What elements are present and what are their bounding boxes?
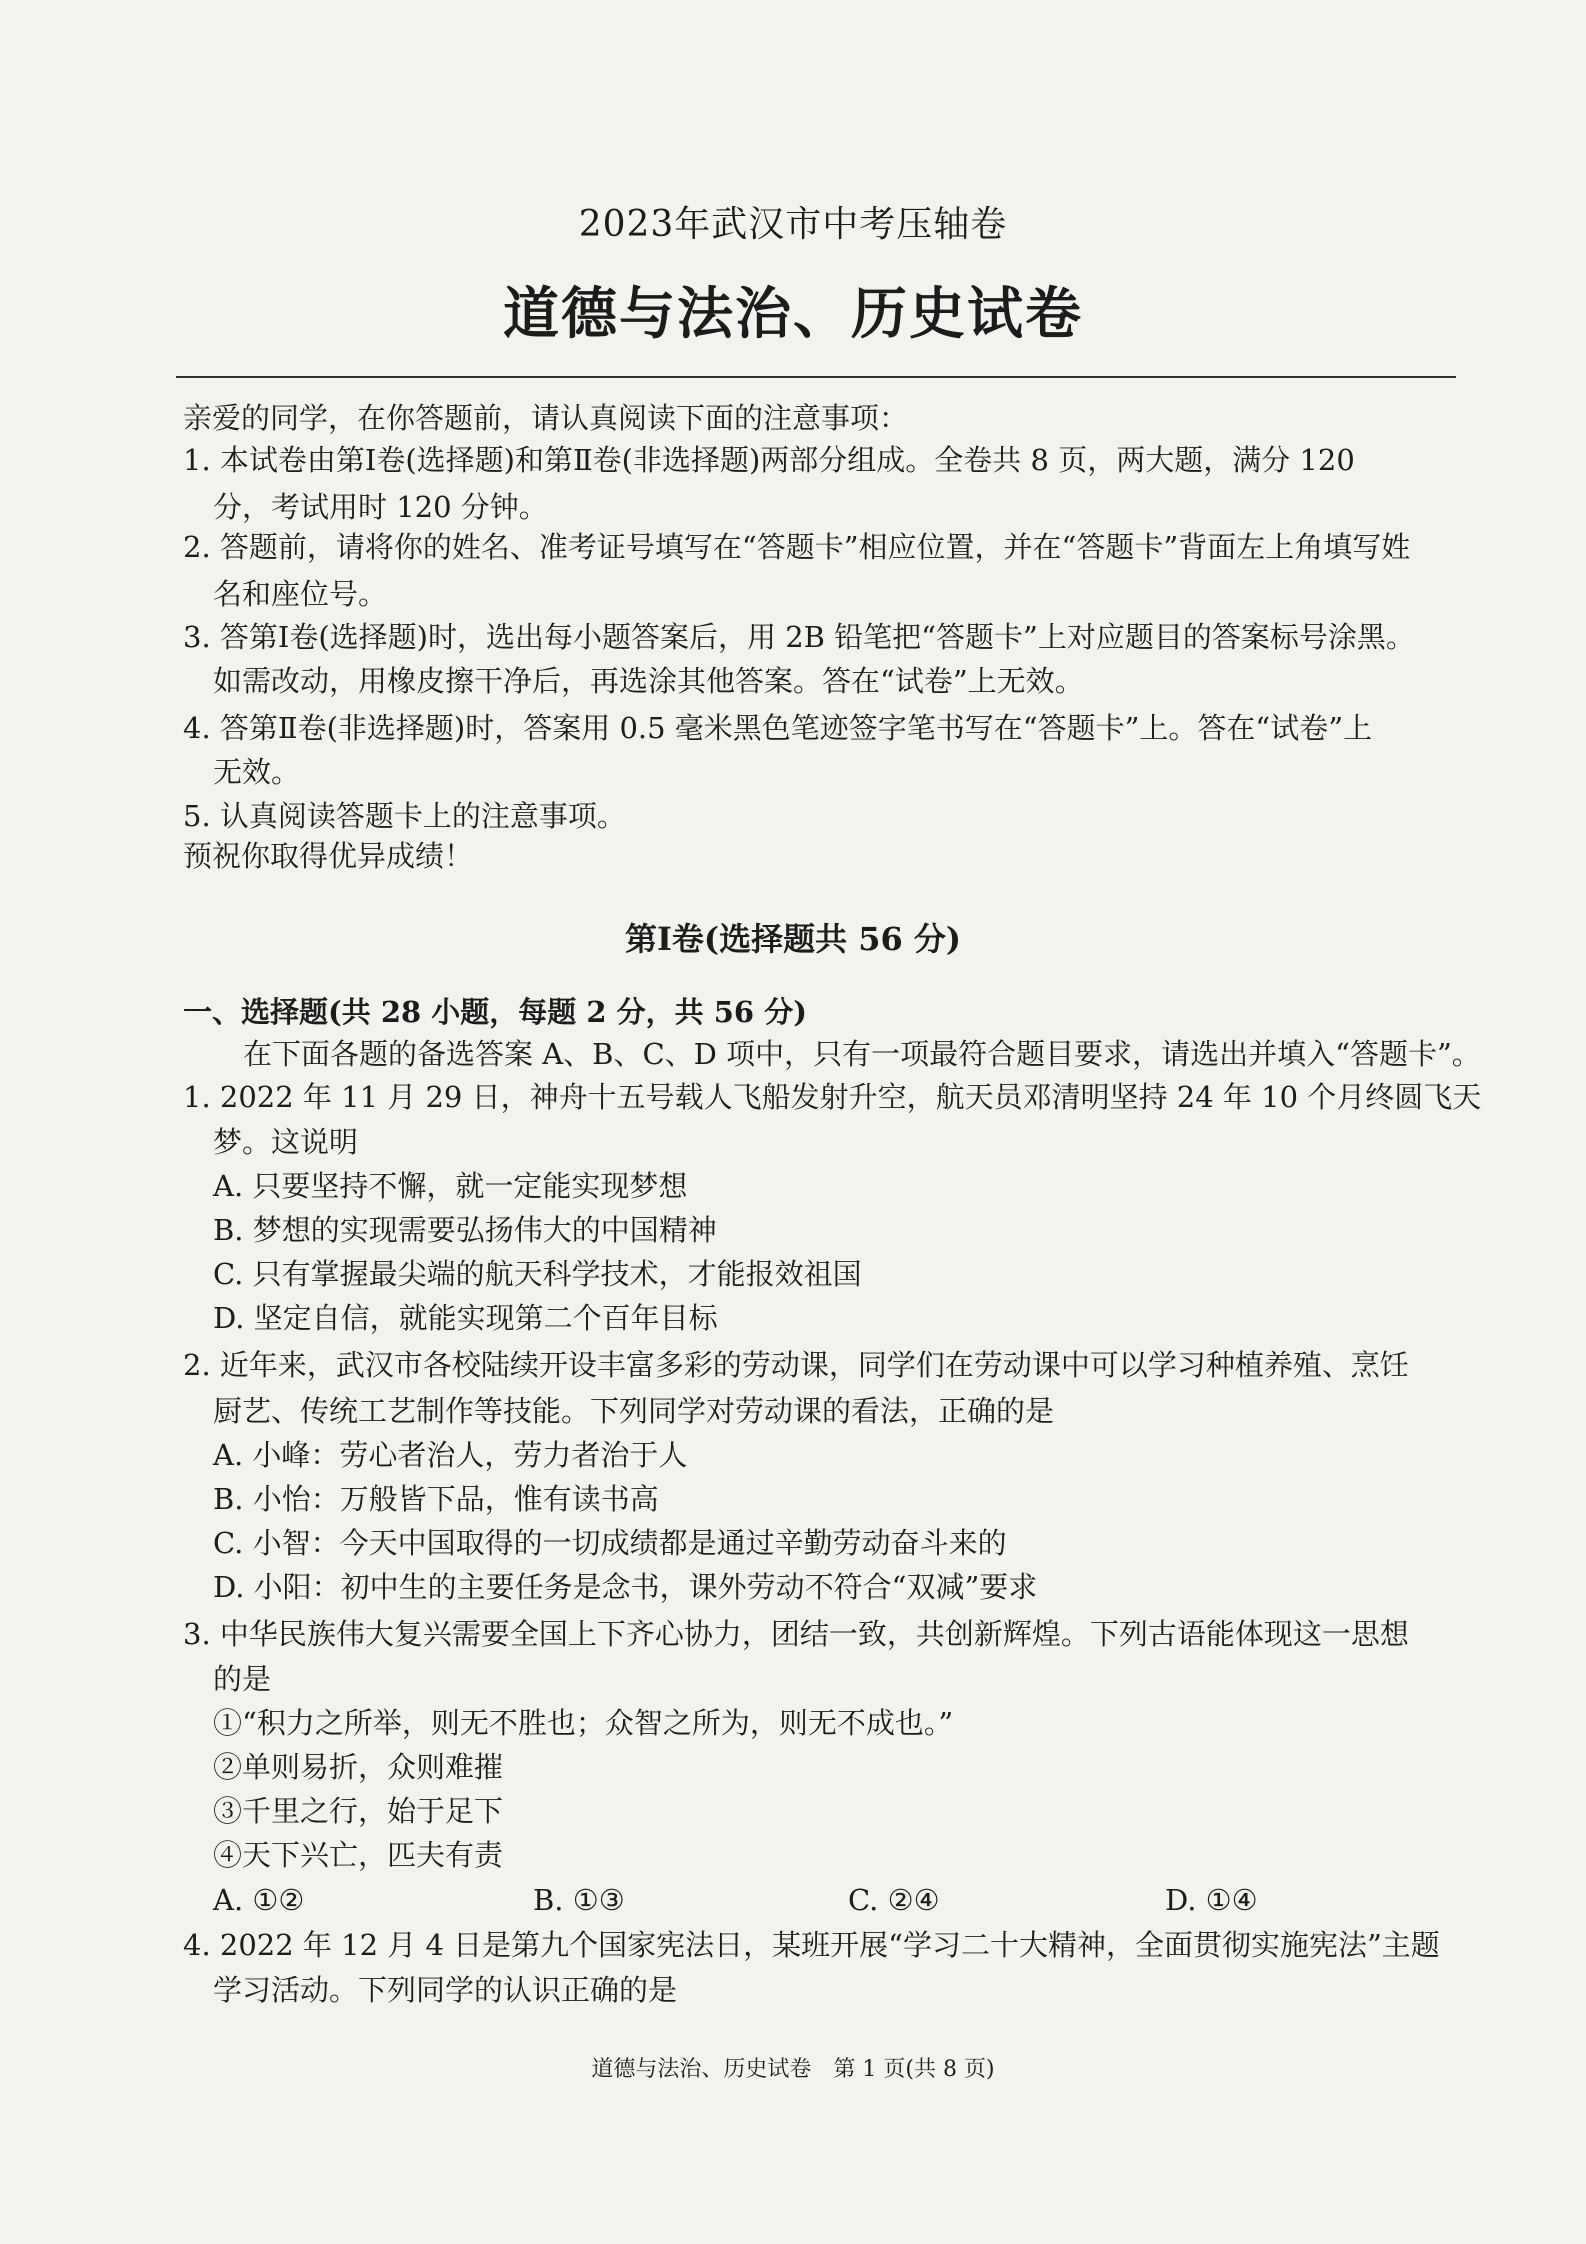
q2-stem: 2. 近年来，武汉市各校陆续开设丰富多彩的劳动课，同学们在劳动课中可以学习种植养殖、烹饪 — [183, 1348, 1409, 1382]
subject-title: 道德与法治、历史试卷 — [503, 281, 1083, 347]
q3-option-b: B. ①③ — [533, 1883, 625, 1917]
q1-option-a: A. 只要坚持不懈，就一定能实现梦想 — [213, 1169, 688, 1203]
part-1-title: 第Ⅰ卷(选择题共 56 分) — [624, 920, 962, 958]
q1-option-b: B. 梦想的实现需要弘扬伟大的中国精神 — [213, 1213, 717, 1247]
q3-stem: 3. 中华民族伟大复兴需要全国上下齐心协力，团结一致，共创新辉煌。下列古语能体现这一思想 — [183, 1617, 1409, 1651]
q1-option-d: D. 坚定自信，就能实现第二个百年目标 — [213, 1301, 718, 1335]
q1-stem-cont: 梦。这说明 — [213, 1125, 359, 1159]
section-title: 一、选择题(共 28 小题，每题 2 分，共 56 分) — [183, 995, 807, 1029]
q1-option-c: C. 只有掌握最尖端的航天科学技术，才能报效祖国 — [213, 1257, 862, 1291]
notice-item-3: 3. 答第Ⅰ卷(选择题)时，选出每小题答案后，用 2B 铅笔把“答题卡”上对应题目的答案标号涂黑。 — [183, 620, 1415, 654]
notice-item-4-cont: 无效。 — [213, 755, 301, 789]
q3-statement-1: ①“积力之所举，则无不胜也；众智之所为，则无不成也。” — [213, 1706, 954, 1740]
notice-intro: 亲爱的同学，在你答题前，请认真阅读下面的注意事项： — [183, 401, 909, 435]
q3-statement-3: ③千里之行，始于足下 — [213, 1794, 504, 1828]
q3-statement-4: ④天下兴亡，匹夫有责 — [213, 1838, 504, 1872]
notice-item-5: 5. 认真阅读答题卡上的注意事项。 — [183, 799, 626, 833]
q3-stem-cont: 的是 — [213, 1662, 272, 1696]
notice-item-3-cont: 如需改动，用橡皮擦干净后，再选涂其他答案。答在“试卷”上无效。 — [213, 664, 1084, 698]
notice-item-1-cont: 分，考试用时 120 分钟。 — [213, 490, 548, 524]
q3-statement-2: ②单则易折，众则难摧 — [213, 1750, 504, 1784]
notice-wish: 预祝你取得优异成绩！ — [183, 839, 474, 873]
notice-item-2: 2. 答题前，请将你的姓名、准考证号填写在“答题卡”相应位置，并在“答题卡”背面左上角填写姓 — [183, 530, 1411, 564]
notice-item-4: 4. 答第Ⅱ卷(非选择题)时，答案用 0.5 毫米黑色笔迹签字笔书写在“答题卡”上。答在“试卷”上 — [183, 711, 1373, 745]
notice-item-1: 1. 本试卷由第Ⅰ卷(选择题)和第Ⅱ卷(非选择题)两部分组成。全卷共 8 页，两大题，满分 120 — [183, 443, 1355, 477]
q4-stem: 4. 2022 年 12 月 4 日是第九个国家宪法日，某班开展“学习二十大精神，全面贯彻实施宪法”主题 — [183, 1928, 1440, 1962]
q2-option-c: C. 小智：今天中国取得的一切成绩都是通过辛勤劳动奋斗来的 — [213, 1526, 1007, 1560]
q3-option-a: A. ①② — [213, 1883, 305, 1917]
q2-option-d: D. 小阳：初中生的主要任务是念书，课外劳动不符合“双减”要求 — [213, 1570, 1038, 1604]
q2-option-b: B. 小怡：万般皆下品，惟有读书高 — [213, 1482, 659, 1516]
q4-stem-cont: 学习活动。下列同学的认识正确的是 — [213, 1973, 678, 2007]
q2-stem-cont: 厨艺、传统工艺制作等技能。下列同学对劳动课的看法，正确的是 — [213, 1394, 1055, 1428]
q1-stem: 1. 2022 年 11 月 29 日，神舟十五号载人飞船发射升空，航天员邓清明坚持 24 年 10 个月终圆飞天 — [183, 1080, 1482, 1114]
header-divider — [176, 376, 1456, 378]
section-instruction: 在下面各题的备选答案 A、B、C、D 项中，只有一项最符合题目要求，请选出并填入“答题卡”。 — [243, 1037, 1481, 1071]
bleed-through-text — [190, 130, 1278, 174]
page-footer: 道德与法治、历史试卷 第 1 页(共 8 页) — [591, 2057, 995, 2082]
notice-item-2-cont: 名和座位号。 — [213, 577, 388, 611]
q3-option-c: C. ②④ — [848, 1883, 940, 1917]
q2-option-a: A. 小峰：劳心者治人，劳力者治于人 — [213, 1438, 688, 1472]
q3-option-d: D. ①④ — [1165, 1883, 1258, 1917]
exam-title: 2023年武汉市中考压轴卷 — [578, 204, 1008, 245]
